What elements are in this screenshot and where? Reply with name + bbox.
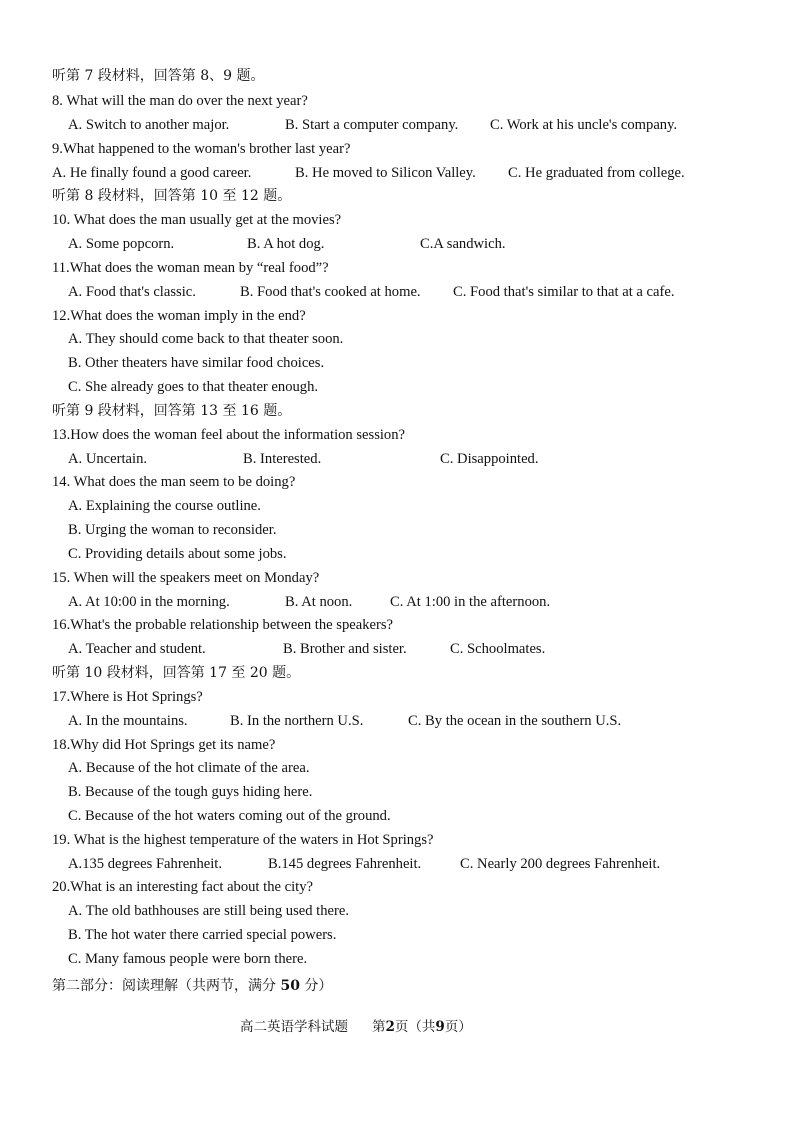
question-20-stem: 20.What is an interesting fact about the city? bbox=[52, 879, 313, 895]
question-8-option-a: A. Switch to another major. bbox=[68, 117, 230, 133]
question-20-option-b: B. The hot water there carried special powers. bbox=[68, 927, 337, 943]
question-17-option-b: B. In the northern U.S. bbox=[230, 713, 364, 729]
section-10-instruction: 听第 10 段材料，回答第 17 至 20 题。 bbox=[52, 665, 301, 681]
question-8-stem: 8. What will the man do over the next year? bbox=[52, 93, 308, 109]
footer-page-prefix: 第 bbox=[372, 1019, 386, 1035]
question-11-option-c: C. Food that's similar to that at a cafe. bbox=[453, 284, 675, 300]
question-9-option-a: A. He finally found a good career. bbox=[52, 165, 252, 181]
question-9-option-b: B. He moved to Silicon Valley. bbox=[295, 165, 476, 181]
part-2-heading bbox=[52, 976, 332, 996]
footer-page-total: 9 bbox=[435, 1019, 445, 1035]
footer-page-info bbox=[372, 1015, 472, 1035]
question-12-option-a: A. They should come back to that theater soon. bbox=[68, 331, 344, 347]
question-19-option-b: B.145 degrees Fahrenheit. bbox=[268, 856, 422, 872]
question-8-option-c: C. Work at his uncle's company. bbox=[490, 117, 678, 133]
question-15-option-c: C. At 1:00 in the afternoon. bbox=[390, 594, 551, 610]
question-10-stem: 10. What does the man usually get at the movies? bbox=[52, 212, 342, 228]
question-16-option-b: B. Brother and sister. bbox=[283, 641, 407, 657]
question-13-option-c: C. Disappointed. bbox=[440, 451, 539, 467]
question-18-option-a: A. Because of the hot climate of the area. bbox=[68, 760, 310, 776]
section-9-instruction: 听第 9 段材料，回答第 13 至 16 题。 bbox=[52, 403, 292, 419]
question-17-option-c: C. By the ocean in the southern U.S. bbox=[408, 713, 622, 729]
question-15-option-a: A. At 10:00 in the morning. bbox=[68, 594, 230, 610]
question-12-stem: 12.What does the woman imply in the end? bbox=[52, 308, 306, 324]
part-2-heading-suffix: 分） bbox=[299, 978, 333, 994]
question-18-option-b: B. Because of the tough guys hiding here. bbox=[68, 784, 313, 800]
question-11-option-a: A. Food that's classic. bbox=[68, 284, 196, 300]
question-20-option-c: C. Many famous people were born there. bbox=[68, 951, 308, 967]
question-16-stem: 16.What's the probable relationship between the speakers? bbox=[52, 617, 394, 633]
question-14-option-b: B. Urging the woman to reconsider. bbox=[68, 522, 277, 538]
question-10-option-c: C.A sandwich. bbox=[420, 236, 506, 252]
question-15-option-b: B. At noon. bbox=[285, 594, 353, 610]
question-17-option-a: A. In the mountains. bbox=[68, 713, 188, 729]
section-7-instruction: 听第 7 段材料，回答第 8、9 题。 bbox=[52, 68, 265, 84]
question-18-stem: 18.Why did Hot Springs get its name? bbox=[52, 737, 276, 753]
question-17-stem: 17.Where is Hot Springs? bbox=[52, 689, 203, 705]
question-19-stem: 19. What is the highest temperature of the waters in Hot Springs? bbox=[52, 832, 434, 848]
question-14-option-a: A. Explaining the course outline. bbox=[68, 498, 261, 514]
section-8-instruction: 听第 8 段材料，回答第 10 至 12 题。 bbox=[52, 188, 292, 204]
question-15-stem: 15. When will the speakers meet on Monday? bbox=[52, 570, 320, 586]
question-14-stem: 14. What does the man seem to be doing? bbox=[52, 474, 296, 490]
question-8-option-b: B. Start a computer company. bbox=[285, 117, 459, 133]
question-11-stem: 11.What does the woman mean by “real food”? bbox=[52, 260, 329, 276]
question-9-option-c: C. He graduated from college. bbox=[508, 165, 685, 181]
footer-page-mid: 页（共 bbox=[394, 1019, 436, 1035]
question-11-option-b: B. Food that's cooked at home. bbox=[240, 284, 421, 300]
footer-subject: 高二英语学科试题 bbox=[240, 1019, 348, 1035]
question-19-option-c: C. Nearly 200 degrees Fahrenheit. bbox=[460, 856, 661, 872]
question-20-option-a: A. The old bathhouses are still being used there. bbox=[68, 903, 350, 919]
question-10-option-a: A. Some popcorn. bbox=[68, 236, 175, 252]
question-18-option-c: C. Because of the hot waters coming out of the ground. bbox=[68, 808, 391, 824]
question-13-option-b: B. Interested. bbox=[243, 451, 322, 467]
question-16-option-a: A. Teacher and student. bbox=[68, 641, 206, 657]
part-2-score: 50 bbox=[280, 978, 300, 994]
question-12-option-c: C. She already goes to that theater enough. bbox=[68, 379, 319, 395]
question-19-option-a: A.135 degrees Fahrenheit. bbox=[68, 856, 222, 872]
question-13-stem: 13.How does the woman feel about the information session? bbox=[52, 427, 406, 443]
question-10-option-b: B. A hot dog. bbox=[247, 236, 325, 252]
question-9-stem: 9.What happened to the woman's brother last year? bbox=[52, 141, 351, 157]
question-12-option-b: B. Other theaters have similar food choices. bbox=[68, 355, 325, 371]
question-13-option-a: A. Uncertain. bbox=[68, 451, 148, 467]
question-16-option-c: C. Schoolmates. bbox=[450, 641, 546, 657]
footer-page-number: 2 bbox=[385, 1019, 395, 1035]
footer-page-suffix: 页） bbox=[444, 1019, 472, 1035]
part-2-heading-prefix: 第二部分：阅读理解（共两节，满分 bbox=[52, 978, 281, 994]
question-14-option-c: C. Providing details about some jobs. bbox=[68, 546, 287, 562]
